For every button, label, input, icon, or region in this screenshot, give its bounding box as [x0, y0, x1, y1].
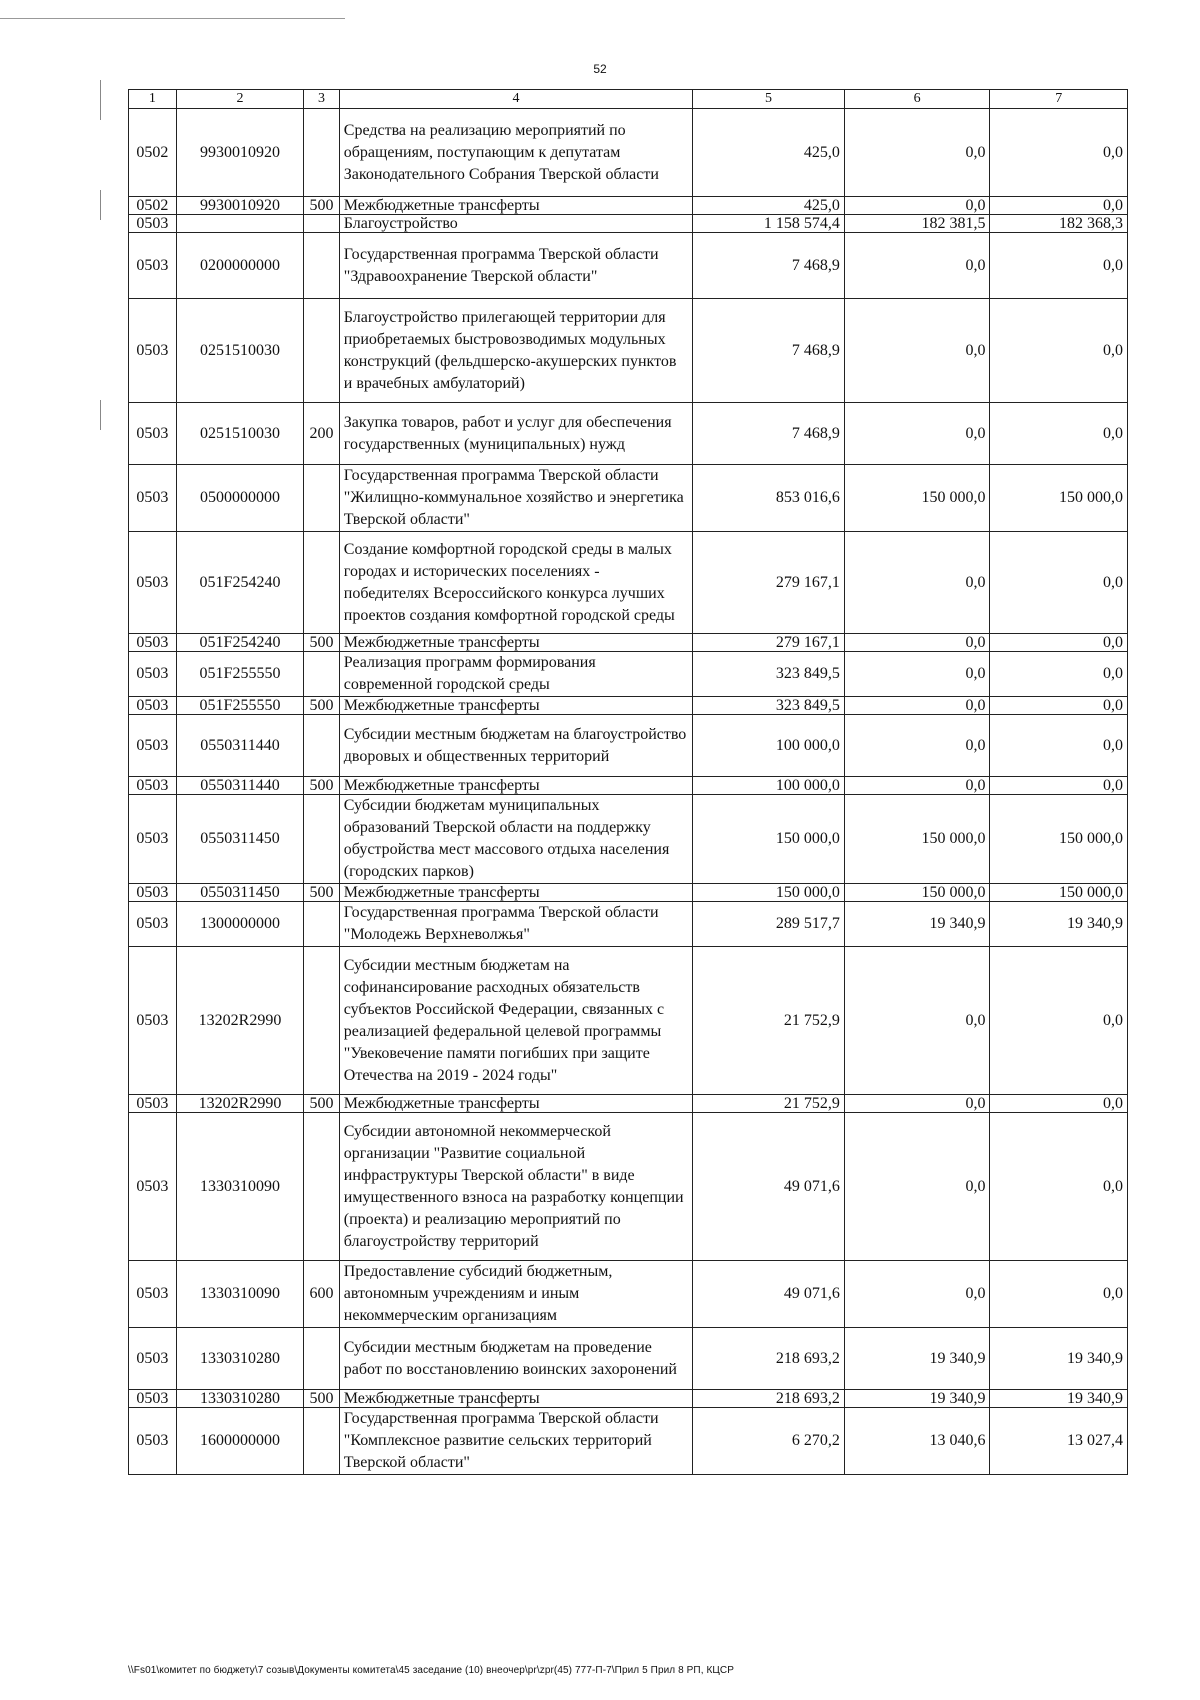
table-row [129, 215, 1128, 233]
table-cell-c6: 150 000,0 [844, 884, 990, 902]
table-cell-c5: 100 000,0 [693, 777, 845, 795]
table-cell-c6: 0,0 [844, 947, 990, 1095]
table-cell-c4: Государственная программа Тверской области "Молодежь Верхневолжья" [339, 902, 692, 947]
table-cell-c6: 13 040,6 [844, 1408, 990, 1475]
column-header: 6 [844, 90, 990, 109]
table-cell-c5: 21 752,9 [693, 947, 845, 1095]
table-cell-c2: 1330310090 [176, 1261, 303, 1328]
table-cell-c1: 0503 [129, 403, 177, 465]
table-cell-c4: Субсидии местным бюджетам на проведение работ по восстановлению воинских захоронений [339, 1328, 692, 1390]
column-header: 4 [339, 90, 692, 109]
table-cell-c1: 0503 [129, 1095, 177, 1113]
table-cell-c3: 500 [304, 1095, 340, 1113]
table-cell-c1: 0503 [129, 1113, 177, 1261]
column-header: 5 [693, 90, 845, 109]
table-cell-c5: 49 071,6 [693, 1113, 845, 1261]
table-cell-c7: 0,0 [990, 947, 1128, 1095]
table-cell-c3 [304, 299, 340, 403]
table-cell-c7: 0,0 [990, 697, 1128, 715]
table-cell-c1: 0503 [129, 299, 177, 403]
table-cell-c5: 150 000,0 [693, 884, 845, 902]
table-cell-c6: 0,0 [844, 299, 990, 403]
table-cell-c7: 0,0 [990, 197, 1128, 215]
table-cell-c2: 051F255550 [176, 697, 303, 715]
column-header: 1 [129, 90, 177, 109]
table-cell-c6: 0,0 [844, 1113, 990, 1261]
table-cell-c1: 0503 [129, 902, 177, 947]
table-cell-c7: 0,0 [990, 109, 1128, 197]
table-row [129, 884, 1128, 902]
table-row [129, 652, 1128, 697]
table-cell-c1: 0503 [129, 465, 177, 532]
table-cell-c2: 051F254240 [176, 634, 303, 652]
table-row [129, 1328, 1128, 1390]
table-cell-c2: 1330310090 [176, 1113, 303, 1261]
table-row [129, 465, 1128, 532]
table-row [129, 403, 1128, 465]
table-cell-c4: Межбюджетные трансферты [339, 777, 692, 795]
table-cell-c2: 0550311450 [176, 795, 303, 884]
table-cell-c7: 0,0 [990, 715, 1128, 777]
scan-margin-mark [100, 80, 101, 120]
table-cell-c5: 1 158 574,4 [693, 215, 845, 233]
table-cell-c5: 425,0 [693, 109, 845, 197]
table-cell-c5: 289 517,7 [693, 902, 845, 947]
table-cell-c1: 0503 [129, 215, 177, 233]
table-cell-c4: Межбюджетные трансферты [339, 884, 692, 902]
table-cell-c7: 0,0 [990, 299, 1128, 403]
table-cell-c1: 0503 [129, 715, 177, 777]
table-cell-c5: 279 167,1 [693, 634, 845, 652]
table-row [129, 715, 1128, 777]
table-cell-c2: 9930010920 [176, 197, 303, 215]
table-row [129, 197, 1128, 215]
table-cell-c2: 13202R2990 [176, 947, 303, 1095]
table-row [129, 1261, 1128, 1328]
table-cell-c3 [304, 715, 340, 777]
table-cell-c2: 0550311440 [176, 715, 303, 777]
table-cell-c5: 425,0 [693, 197, 845, 215]
table-cell-c5: 100 000,0 [693, 715, 845, 777]
table-cell-c6: 0,0 [844, 403, 990, 465]
table-cell-c6: 0,0 [844, 1095, 990, 1113]
table-cell-c3 [304, 233, 340, 299]
table-row [129, 777, 1128, 795]
scan-edge-line [0, 18, 345, 19]
table-row [129, 1095, 1128, 1113]
table-cell-c5: 6 270,2 [693, 1408, 845, 1475]
table-cell-c7: 0,0 [990, 1095, 1128, 1113]
table-cell-c6: 0,0 [844, 233, 990, 299]
table-cell-c3: 500 [304, 777, 340, 795]
table-cell-c4: Межбюджетные трансферты [339, 1390, 692, 1408]
table-cell-c5: 218 693,2 [693, 1328, 845, 1390]
table-cell-c6: 0,0 [844, 1261, 990, 1328]
table-cell-c4: Благоустройство прилегающей территории для приобретаемых быстровозводимых модульных конструкций (фельдшерско-акушерских пунктов и врачебных амбулаторий) [339, 299, 692, 403]
table-cell-c2: 0550311450 [176, 884, 303, 902]
table-cell-c7: 150 000,0 [990, 795, 1128, 884]
table-cell-c6: 0,0 [844, 109, 990, 197]
table-cell-c7: 150 000,0 [990, 884, 1128, 902]
table-cell-c3 [304, 1328, 340, 1390]
table-row [129, 902, 1128, 947]
table-row [129, 634, 1128, 652]
table-cell-c7: 182 368,3 [990, 215, 1128, 233]
table-cell-c3: 500 [304, 884, 340, 902]
table-row [129, 299, 1128, 403]
table-row [129, 697, 1128, 715]
table-cell-c3 [304, 1113, 340, 1261]
footer-file-path: \\Fs01\комитет по бюджету\7 созыв\Документы комитета\45 заседание (10) внеочер\pr\zpr(45) 777-П-7\Прил 5 Прил 8 РП, КЦСР [128, 1665, 734, 1676]
table-cell-c6: 0,0 [844, 197, 990, 215]
table-cell-c3 [304, 1408, 340, 1475]
table-cell-c6: 182 381,5 [844, 215, 990, 233]
table-cell-c5: 150 000,0 [693, 795, 845, 884]
table-cell-c6: 0,0 [844, 634, 990, 652]
table-cell-c3 [304, 795, 340, 884]
table-cell-c4: Межбюджетные трансферты [339, 197, 692, 215]
table-cell-c1: 0503 [129, 233, 177, 299]
table-cell-c2: 1600000000 [176, 1408, 303, 1475]
table-row [129, 532, 1128, 634]
table-cell-c5: 853 016,6 [693, 465, 845, 532]
table-cell-c6: 0,0 [844, 532, 990, 634]
table-cell-c1: 0503 [129, 1261, 177, 1328]
table-cell-c7: 19 340,9 [990, 902, 1128, 947]
table-cell-c2: 13202R2990 [176, 1095, 303, 1113]
table-cell-c5: 7 468,9 [693, 233, 845, 299]
table-cell-c4: Государственная программа Тверской области "Здравоохранение Тверской области" [339, 233, 692, 299]
table-cell-c4: Средства на реализацию мероприятий по обращениям, поступающим к депутатам Законодательного Собрания Тверской области [339, 109, 692, 197]
table-cell-c3 [304, 902, 340, 947]
table-header-row [129, 90, 1128, 109]
table-cell-c7: 13 027,4 [990, 1408, 1128, 1475]
table-cell-c4: Межбюджетные трансферты [339, 1095, 692, 1113]
table-cell-c3: 500 [304, 1390, 340, 1408]
table-cell-c1: 0503 [129, 1408, 177, 1475]
table-cell-c1: 0503 [129, 634, 177, 652]
table-cell-c1: 0503 [129, 652, 177, 697]
scan-margin-mark [100, 400, 101, 430]
table-cell-c4: Государственная программа Тверской области "Комплексное развитие сельских территорий Тверской области" [339, 1408, 692, 1475]
table-cell-c7: 0,0 [990, 1261, 1128, 1328]
table-cell-c6: 0,0 [844, 697, 990, 715]
table-cell-c2: 9930010920 [176, 109, 303, 197]
table-cell-c1: 0503 [129, 947, 177, 1095]
table-cell-c3: 200 [304, 403, 340, 465]
table-cell-c3 [304, 947, 340, 1095]
table-row [129, 109, 1128, 197]
table-cell-c4: Субсидии местным бюджетам на благоустройство дворовых и общественных территорий [339, 715, 692, 777]
table-cell-c5: 323 849,5 [693, 697, 845, 715]
table-cell-c7: 19 340,9 [990, 1390, 1128, 1408]
table-cell-c7: 0,0 [990, 532, 1128, 634]
table-cell-c4: Благоустройство [339, 215, 692, 233]
column-header: 2 [176, 90, 303, 109]
table-cell-c1: 0503 [129, 697, 177, 715]
table-cell-c7: 150 000,0 [990, 465, 1128, 532]
table-row [129, 1408, 1128, 1475]
table-cell-c5: 49 071,6 [693, 1261, 845, 1328]
table-cell-c5: 7 468,9 [693, 299, 845, 403]
column-header: 7 [990, 90, 1128, 109]
table-row [129, 1113, 1128, 1261]
scan-margin-mark [100, 190, 101, 220]
table-row [129, 795, 1128, 884]
budget-table [128, 89, 1128, 1475]
table-cell-c1: 0503 [129, 884, 177, 902]
table-cell-c7: 0,0 [990, 634, 1128, 652]
table-cell-c7: 0,0 [990, 652, 1128, 697]
table-cell-c3: 500 [304, 634, 340, 652]
table-cell-c6: 0,0 [844, 652, 990, 697]
table-cell-c2: 051F254240 [176, 532, 303, 634]
table-cell-c3 [304, 465, 340, 532]
table-cell-c6: 150 000,0 [844, 795, 990, 884]
table-cell-c1: 0503 [129, 532, 177, 634]
table-cell-c5: 279 167,1 [693, 532, 845, 634]
table-cell-c1: 0503 [129, 1390, 177, 1408]
table-cell-c1: 0502 [129, 197, 177, 215]
table-cell-c1: 0503 [129, 777, 177, 795]
table-cell-c2: 1300000000 [176, 902, 303, 947]
table-cell-c4: Предоставление субсидий бюджетным, автономным учреждениям и иным некоммерческим организациям [339, 1261, 692, 1328]
table-cell-c7: 0,0 [990, 403, 1128, 465]
table-cell-c2: 0550311440 [176, 777, 303, 795]
table-cell-c4: Субсидии бюджетам муниципальных образований Тверской области на поддержку обустройства мест массового отдыха населения (городских парков) [339, 795, 692, 884]
table-cell-c2: 0251510030 [176, 403, 303, 465]
table-cell-c5: 323 849,5 [693, 652, 845, 697]
table-cell-c1: 0503 [129, 1328, 177, 1390]
table-cell-c5: 218 693,2 [693, 1390, 845, 1408]
table-cell-c1: 0502 [129, 109, 177, 197]
table-cell-c6: 19 340,9 [844, 1390, 990, 1408]
table-cell-c2 [176, 215, 303, 233]
table-cell-c3: 600 [304, 1261, 340, 1328]
table-cell-c6: 19 340,9 [844, 1328, 990, 1390]
table-cell-c6: 19 340,9 [844, 902, 990, 947]
table-cell-c2: 0500000000 [176, 465, 303, 532]
table-cell-c5: 7 468,9 [693, 403, 845, 465]
table-cell-c3: 500 [304, 197, 340, 215]
table-cell-c3 [304, 109, 340, 197]
table-cell-c7: 19 340,9 [990, 1328, 1128, 1390]
table-cell-c2: 1330310280 [176, 1328, 303, 1390]
table-cell-c5: 21 752,9 [693, 1095, 845, 1113]
table-cell-c3 [304, 532, 340, 634]
table-row [129, 233, 1128, 299]
table-cell-c7: 0,0 [990, 233, 1128, 299]
table-cell-c3 [304, 652, 340, 697]
table-cell-c2: 0251510030 [176, 299, 303, 403]
table-cell-c6: 0,0 [844, 715, 990, 777]
table-cell-c2: 1330310280 [176, 1390, 303, 1408]
table-cell-c4: Субсидии автономной некоммерческой организации "Развитие социальной инфраструктуры Тверской области" в виде имущественного взноса на разработку концепции (проекта) и реализацию мероприятий по благоустройству территорий [339, 1113, 692, 1261]
table-row [129, 947, 1128, 1095]
table-row [129, 1390, 1128, 1408]
column-header: 3 [304, 90, 340, 109]
table-cell-c4: Реализация программ формирования современной городской среды [339, 652, 692, 697]
table-cell-c6: 150 000,0 [844, 465, 990, 532]
table-cell-c6: 0,0 [844, 777, 990, 795]
table-cell-c4: Государственная программа Тверской области "Жилищно-коммунальное хозяйство и энергетика Тверской области" [339, 465, 692, 532]
table-cell-c4: Субсидии местным бюджетам на софинансирование расходных обязательств субъектов Российской Федерации, связанных с реализацией федеральной целевой программы "Увековечение памяти погибших при защите Отечества на 2019 - 2024 годы" [339, 947, 692, 1095]
table-cell-c2: 0200000000 [176, 233, 303, 299]
table-cell-c7: 0,0 [990, 777, 1128, 795]
table-cell-c4: Закупка товаров, работ и услуг для обеспечения государственных (муниципальных) нужд [339, 403, 692, 465]
table-cell-c4: Межбюджетные трансферты [339, 634, 692, 652]
table-cell-c2: 051F255550 [176, 652, 303, 697]
table-cell-c4: Создание комфортной городской среды в малых городах и исторических поселениях - победителях Всероссийского конкурса лучших проектов создания комфортной городской среды [339, 532, 692, 634]
table-cell-c4: Межбюджетные трансферты [339, 697, 692, 715]
table-cell-c3: 500 [304, 697, 340, 715]
page-number: 52 [593, 62, 607, 76]
table-cell-c7: 0,0 [990, 1113, 1128, 1261]
table-cell-c1: 0503 [129, 795, 177, 884]
table-cell-c3 [304, 215, 340, 233]
